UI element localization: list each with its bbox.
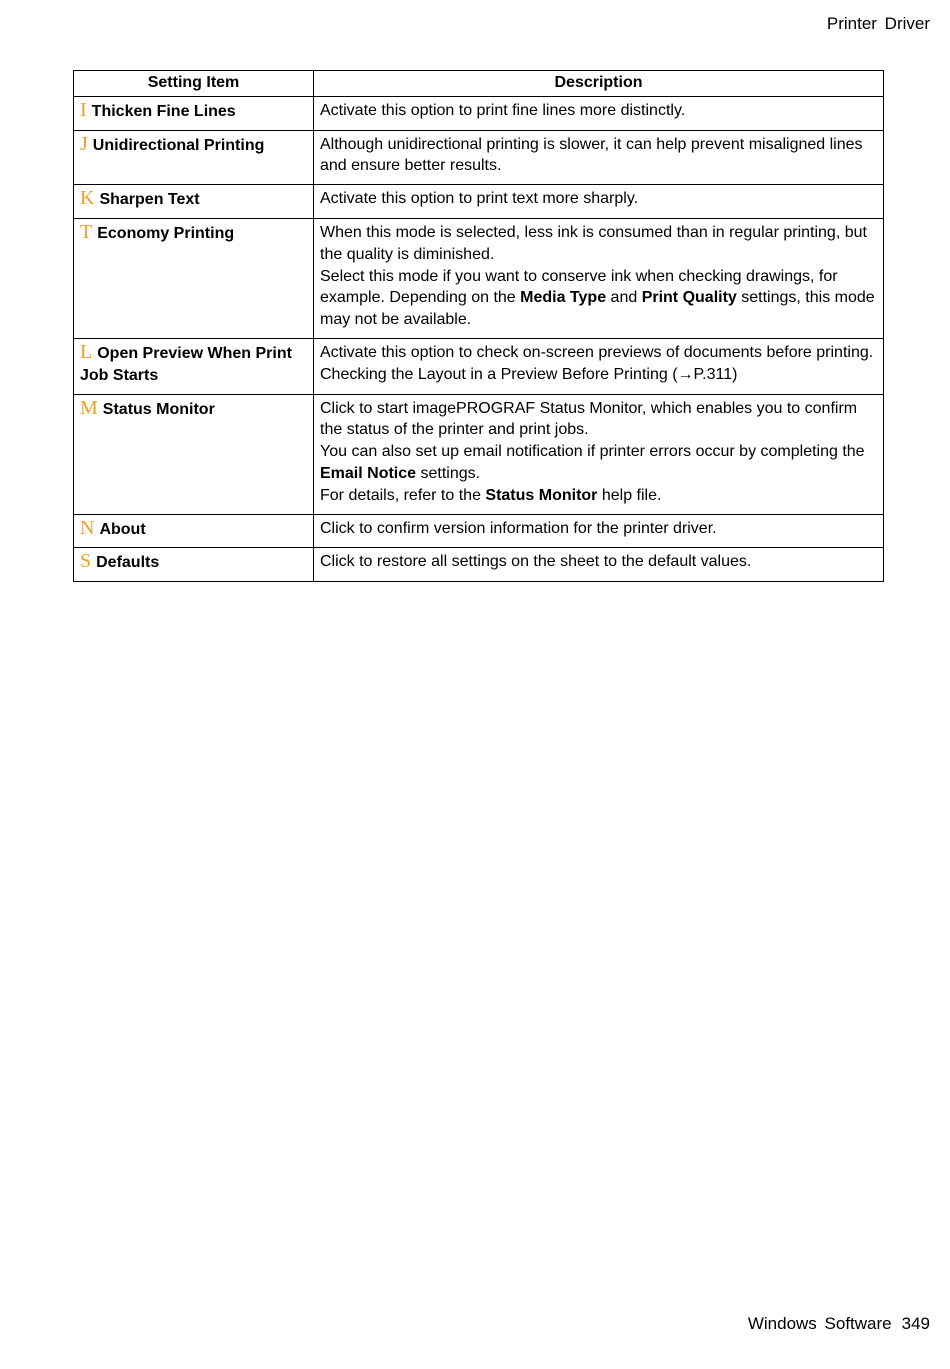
running-footer [748, 1314, 930, 1334]
item-marker: K [80, 187, 95, 210]
setting-item-cell [74, 514, 314, 548]
settings-table [73, 70, 884, 582]
description-cell [314, 338, 884, 394]
setting-item-cell [74, 548, 314, 582]
cross-reference: Checking the Layout in a Preview Before Printing (→P.311) [320, 365, 738, 383]
description-cell [314, 514, 884, 548]
description-cell [314, 548, 884, 582]
setting-item-cell [74, 130, 314, 185]
item-marker: I [80, 98, 87, 121]
setting-item-cell [74, 185, 314, 219]
description-cell [314, 394, 884, 514]
chapter-title: Windows Software [747, 1314, 892, 1333]
column-header-description: Description [314, 71, 884, 97]
description-text: Click to start imagePROGRAF Status Monitor, which enables you to confirm the status of the printer and print jobs. [320, 399, 858, 439]
table-header-row [74, 71, 884, 97]
description-text: You can also set up email notification if printer errors occur by completing the [320, 443, 865, 461]
setting-item-label: Status Monitor [102, 400, 215, 418]
table-row [74, 96, 884, 130]
description-text: and [606, 289, 642, 307]
description-cell [314, 96, 884, 130]
description-text: When this mode is selected, less ink is consumed than in regular printing, but the quality is diminished. [320, 223, 867, 263]
setting-item-cell [74, 96, 314, 130]
table-row [74, 130, 884, 185]
table-row [74, 394, 884, 514]
description-text: Although unidirectional printing is slower, it can help prevent misaligned lines and ensure better results. [320, 135, 863, 175]
description-cell [314, 185, 884, 219]
description-cell [314, 130, 884, 185]
table-row [74, 185, 884, 219]
setting-item-label: Defaults [96, 554, 160, 572]
description-text: Select this mode if you want to conserve ink when checking drawings, for example. Depending on the [320, 267, 838, 307]
description-cell [314, 218, 884, 338]
table-row [74, 548, 884, 582]
item-marker: S [80, 550, 92, 573]
column-header-setting-item: Setting Item [74, 71, 314, 97]
setting-item-label: Economy Printing [97, 224, 235, 242]
running-header: Printer Driver [826, 14, 930, 33]
setting-item-label: About [99, 520, 146, 538]
item-marker: J [80, 132, 88, 155]
description-text: Activate this option to print fine lines more distinctly. [320, 101, 686, 119]
setting-item-cell [74, 218, 314, 338]
description-text: Activate this option to print text more sharply. [320, 190, 639, 208]
description-text: settings. [416, 464, 481, 482]
table-row [74, 218, 884, 338]
setting-item-label: Sharpen Text [99, 191, 200, 209]
item-marker: N [80, 516, 95, 539]
description-text: Click to confirm version information for the printer driver. [320, 519, 717, 537]
description-text: Click to restore all settings on the sheet to the default values. [320, 553, 752, 571]
print-quality-setting-ref: Print Quality [641, 289, 737, 307]
description-text: For details, refer to the [320, 486, 486, 504]
setting-item-label: Unidirectional Printing [92, 136, 265, 154]
media-type-setting-ref: Media Type [520, 289, 607, 307]
description-text: settings, this mode may not be available. [320, 289, 875, 329]
item-marker: M [80, 396, 98, 419]
setting-item-cell [74, 338, 314, 394]
setting-item-label: Open Preview When Print Job Starts [80, 344, 292, 384]
description-text: Activate this option to check on-screen previews of documents before printing. [320, 343, 874, 361]
setting-item-label: Thicken Fine Lines [91, 102, 236, 120]
email-notice-setting-ref: Email Notice [320, 464, 417, 482]
item-marker: T [80, 220, 93, 243]
page-number: 349 [901, 1314, 930, 1333]
setting-item-cell [74, 394, 314, 514]
item-marker: L [80, 340, 93, 363]
status-monitor-ref: Status Monitor [485, 486, 598, 504]
table-row [74, 514, 884, 548]
table-row [74, 338, 884, 394]
description-text: help file. [597, 486, 662, 504]
